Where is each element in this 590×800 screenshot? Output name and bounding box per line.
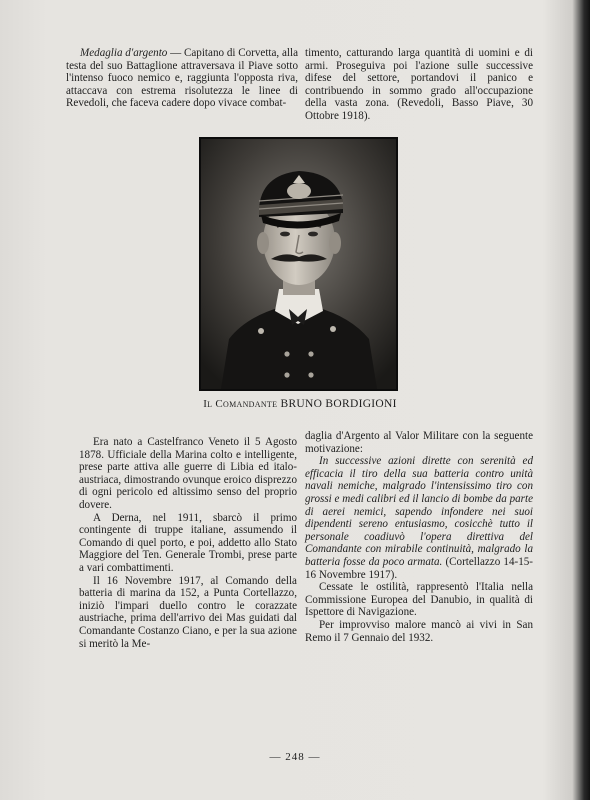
biography-left-column	[79, 436, 297, 650]
citation-body: — Capitano di Corvetta, alla testa del suo Battaglione attraversava il Piave sotto l'intenso fuoco nemico e, raggiunta l'opposta riva, attaccava con estrema risolutezza le linee di Revedoli, che faceva cadere dopo vivace combat-	[66, 47, 298, 110]
caption-prefix: Il Comandante	[203, 398, 278, 410]
motivation-text: In successive azioni dirette con serenità ed efficacia il tiro della sua batteria contro unità navali nemiche, malgrado l'intensissimo tiro con grossi e medi calibri ed il lancio di bombe da parte di aerei nemici, sapendo infondere nei suoi dipendenti sereno entusiasmo, cosicchè tutto il personale coadiuvò l'opera direttiva del Comandante con mirabile continuità, malgrado la batteria fosse da poco armata.	[305, 455, 533, 568]
biography-paragraph: Era nato a Castelfranco Veneto il 5 Agosto 1878. Ufficiale della Marina colto e intelligente, prese parte attiva alle guerre di Libia ed italo-austriaca, dimostrando ovunque eroico disprezzo di ogni pericolo ed altissimo senso del proprio dovere.	[79, 436, 297, 511]
page-number: — 248 —	[269, 751, 321, 763]
biography-paragraph: A Derna, nel 1911, sbarcò il primo contingente di truppe italiane, assumendo il Comando di quel porto, e poi, addetto allo Stato Maggiore del Ten. Generale Trombi, prese parte a vari combattimenti.	[79, 511, 297, 574]
caption-name: BRUNO BORDIGIONI	[280, 398, 397, 410]
motivation-intro: daglia d'Argento al Valor Militare con la seguente motivazione:	[305, 430, 533, 455]
portrait-photo	[199, 137, 398, 391]
biography-right-column	[305, 430, 533, 644]
photo-caption	[150, 398, 450, 410]
motivation-reference: (Cortellazzo 14-15-16 Novembre 1917).	[305, 555, 533, 581]
biography-paragraph: Cessate le ostilità, rappresentò l'Italia nella Commissione Europea del Danubio, in qualità di Ispettore di Navigazione.	[305, 581, 533, 619]
medal-label: Medaglia d'argento	[80, 47, 168, 59]
biography-paragraph: Il 16 Novembre 1917, al Comando della batteria di marina da 152, a Punta Cortellazzo, iniziò l'impari duello contro le corazzate austriache, prima dell'arrivo dei Mas guidati dal Comandante Costanzo Ciano, e per la sua azione si meritò la Me-	[79, 574, 297, 650]
citation-paragraph	[66, 47, 298, 110]
biography-paragraph: Per improvviso malore mancò ai vivi in San Remo il 7 Gennaio del 1932.	[305, 618, 533, 644]
motivation-paragraph	[305, 455, 533, 581]
citation-continuation: timento, catturando larga quantità di uomini e di armi. Proseguiva poi l'azione sulle successive difese del settore, portandovi il panico e contribuendo in sommo grado all'occupazione della vasta zona. (Revedoli, Basso Piave, 30 Ottobre 1918).	[305, 47, 533, 122]
citation-text-left	[66, 47, 298, 110]
citation-text-right	[305, 47, 533, 123]
